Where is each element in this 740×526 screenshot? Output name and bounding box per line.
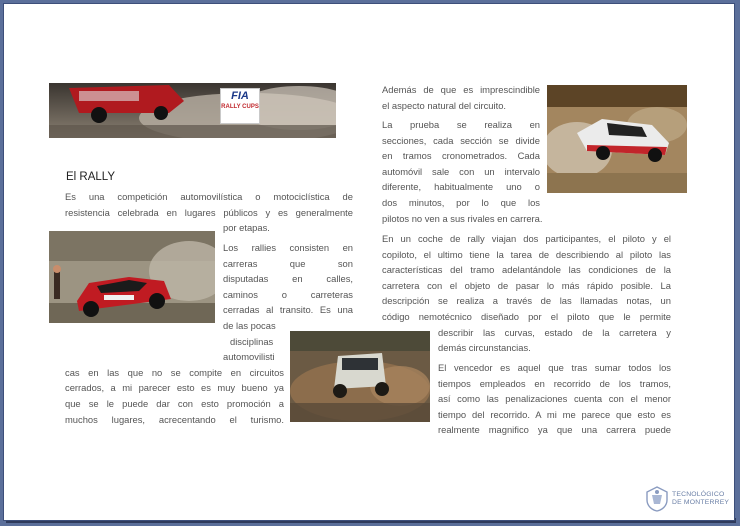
right-paragraph-1-line-1: Además de que es imprescindible	[382, 84, 540, 95]
left-paragraph-2-line-1: Los rallies consisten en	[223, 242, 353, 253]
right-paragraph-2-line-5: diferente, habitualmente uno o	[382, 181, 540, 193]
right-paragraph-2-line-1: La prueba se realiza en	[382, 119, 540, 130]
right-paragraph-2-line-2: secciones, cada sección se divide	[382, 134, 540, 146]
left-paragraph-2-line-5: cerradas al transito. Es una	[223, 304, 353, 316]
left-paragraph-1-line-3: por etapas.	[223, 222, 270, 234]
right-paragraph-3-line-1: En un coche de rally viajan dos participantes, el piloto y el	[382, 233, 671, 244]
jeep-in-mud-photo	[290, 331, 430, 422]
right-paragraph-3-line-6: código nemotécnico diseñado por el piloto que le permite	[382, 311, 671, 322]
left-paragraph-1-line-1: Es una competición automovilística o motociclística de	[65, 191, 353, 202]
left-paragraph-2-line-4: caminos o carreteras	[223, 288, 353, 300]
section-heading: El RALLY	[66, 171, 116, 183]
left-paragraph-1-line-2: resistencia celebrada en lugares públicos y es generalmente	[65, 206, 353, 218]
right-paragraph-4-line-4: tiempo del recorrido. A mi me parece que esto es	[438, 408, 671, 420]
right-paragraph-3-line-5: descripción se realiza a través de las llamadas notas, un	[382, 295, 671, 307]
right-paragraph-3-line-8: demás circunstancias.	[438, 342, 531, 354]
brand-line-1: TECNOLÓGICO	[672, 491, 725, 498]
document-page	[3, 3, 735, 521]
left-paragraph-3-line-4: muchos lugares, acrecentando el turismo.	[65, 413, 284, 425]
left-paragraph-3-line-3: que se le puede dar con esto promoción a	[65, 398, 284, 409]
rally-cups-logo-text: RALLY CUPS	[221, 104, 259, 110]
right-paragraph-2-line-4: automóvil sale con un intervalo	[382, 165, 540, 177]
brand-line-2: DE MONTERREY	[672, 499, 730, 506]
right-paragraph-3-line-2: copiloto, el ultimo tiene la tarea de describiendo al piloto las	[382, 248, 671, 260]
right-paragraph-2-line-6: dos minutos, por lo que los	[382, 197, 540, 208]
right-paragraph-4-line-2: tiempos empleados en recorrido de los tramos,	[438, 377, 671, 389]
tec-monterrey-brand	[645, 486, 729, 512]
fia-rally-cups-logo	[220, 88, 260, 124]
red-rally-car-photo	[49, 231, 215, 323]
right-paragraph-4-line-3: así como las penalizaciones cuenta con el menor	[438, 393, 671, 405]
left-paragraph-2-line-7: disciplinas	[230, 335, 274, 347]
left-paragraph-2-line-8: automovilisti	[223, 351, 275, 363]
fia-logo-text: FIA	[231, 90, 249, 102]
right-paragraph-3-line-3: características del tramo adelantándole las condiciones de la	[382, 264, 671, 276]
right-paragraph-2-line-7: pilotos no ven a sus rivales en carrera.	[382, 212, 543, 224]
left-paragraph-2-line-2: carreras que son	[223, 257, 353, 269]
left-paragraph-3-line-1: cas en las que no se compite en circuitos	[65, 366, 284, 378]
left-paragraph-3-line-2: cerrados, a mi parecer esto es muy bueno ya	[65, 382, 284, 394]
right-paragraph-2-line-3: en tramos cronometrados. Cada	[382, 150, 540, 162]
right-paragraph-4-line-1: El vencedor es aquel que tras sumar todos los	[438, 362, 671, 373]
banner-photo	[49, 83, 336, 138]
right-paragraph-3-line-7: describir las curvas, estado de la carretera y	[438, 326, 671, 338]
right-paragraph-3-line-4: carretera con el objeto de pasar lo más rápido posible. La	[382, 279, 671, 291]
right-paragraph-4-line-5: realmente magnifico ya que una carrera puede	[438, 424, 671, 436]
left-paragraph-2-line-6: de las pocas	[223, 320, 276, 331]
right-paragraph-1-line-2: el aspecto natural del circuito.	[382, 99, 507, 111]
left-paragraph-2-line-3: disputadas en calles,	[223, 273, 353, 285]
tec-monterrey-seal-icon	[645, 486, 669, 512]
white-rally-car-photo	[547, 85, 687, 193]
